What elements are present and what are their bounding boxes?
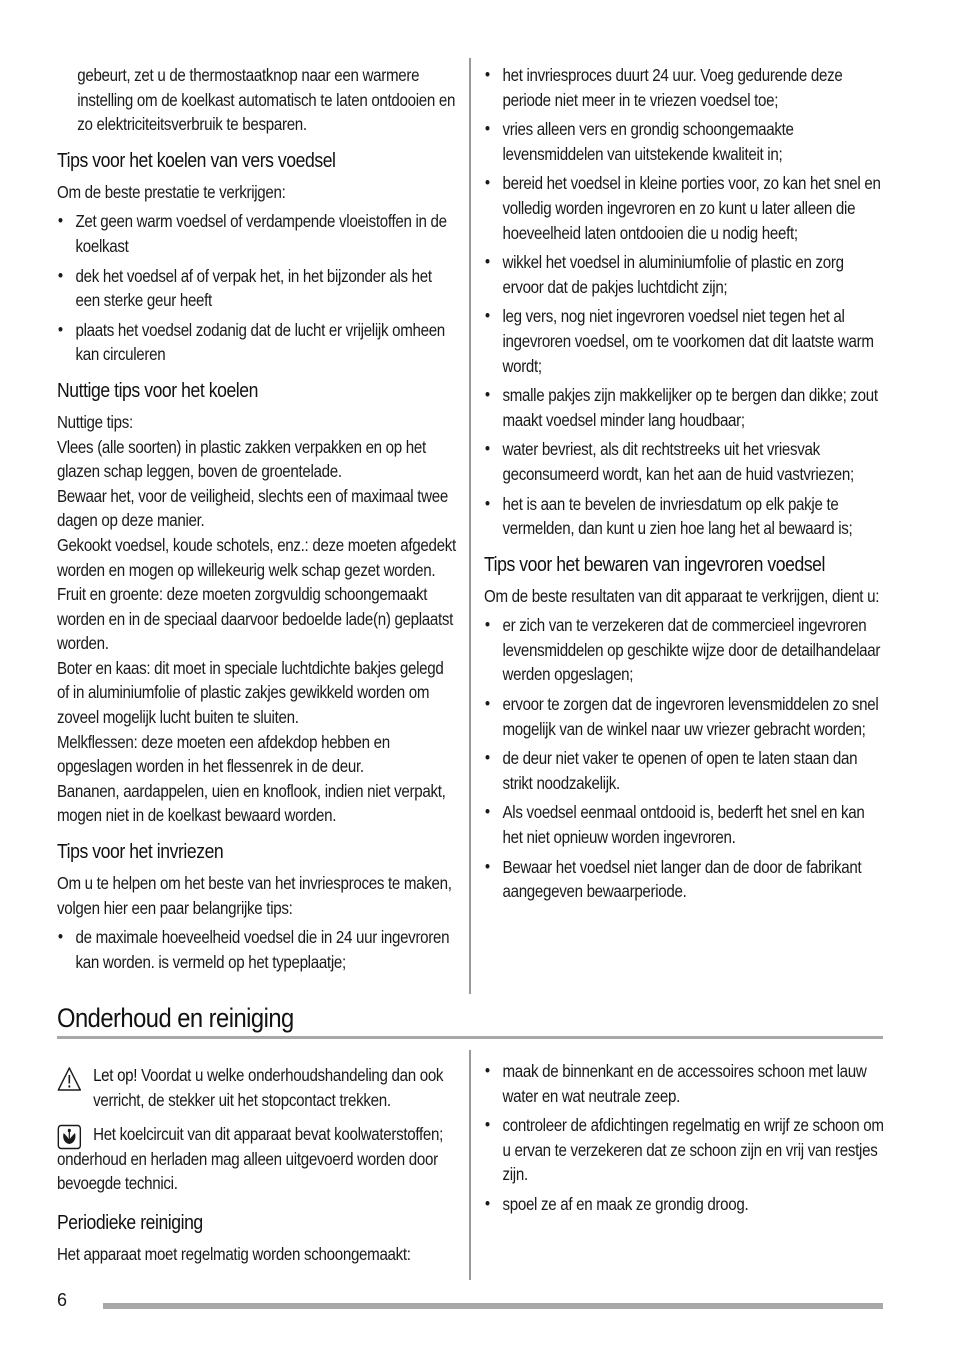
list-item: • vries alleen vers en grondig schoongemaakte levensmiddelen van uitstekende kwaliteit in; bbox=[484, 117, 884, 166]
cooling-tip-paragraph: Fruit en groente: deze moeten zorgvuldig schoongemaakt worden en in de speciaal daarvoor bedoelde lade(n) geplaatst worden. bbox=[57, 584, 454, 654]
list-item: • wikkel het voedsel in aluminiumfolie of plastic en zorg ervoor dat de pakjes luchtdicht zijn; bbox=[484, 250, 884, 299]
cooling-tip-paragraph: Vlees (alle soorten) in plastic zakken verpakken en op het glazen schap leggen, boven de groentelade. bbox=[57, 436, 426, 482]
list-item: • water bevriest, als dit rechtstreeks uit het vriesvak geconsumeerd wordt, kan het aan de huid vastvriezen; bbox=[484, 437, 884, 486]
section-rule bbox=[57, 1036, 883, 1039]
list-item: • Zet geen warm voedsel of verdampende vloeistoffen in de koelkast bbox=[57, 209, 457, 258]
heading-frozen-storage: Tips voor het bewaren van ingevroren voedsel bbox=[484, 553, 825, 576]
list-item: • de maximale hoeveelheid voedsel die in 24 uur ingevroren kan worden. is vermeld op het typeplaatje; bbox=[57, 925, 457, 974]
list-item: • het invriesproces duurt 24 uur. Voeg gedurende deze periode niet meer in te vriezen voedsel toe; bbox=[484, 63, 884, 112]
cooling-tip-paragraph: Nuttige tips: bbox=[57, 411, 133, 432]
freezing-list-right bbox=[484, 63, 884, 541]
left-column-top bbox=[57, 63, 457, 979]
list-item: • er zich van te verzekeren dat de commercieel ingevroren levensmiddelen op geschikte wijze door de detailhandelaar werden opgeslagen; bbox=[484, 613, 884, 687]
freezing-intro: Om u te helpen om het beste van het invriesproces te maken, volgen hier een paar belangrijke tips: bbox=[57, 873, 452, 918]
column-divider-top bbox=[469, 58, 471, 994]
list-item: • leg vers, nog niet ingevroren voedsel niet tegen het al ingevroren voedsel, om te voorkomen dat dit laatste warm wordt; bbox=[484, 304, 884, 378]
list-item: • het is aan te bevelen de invriesdatum op elk pakje te vermelden, dan kunt u zien hoe lang het al bewaard is; bbox=[484, 492, 884, 541]
environment-notice bbox=[57, 1122, 457, 1196]
fresh-food-list bbox=[57, 209, 457, 367]
list-item: • controleer de afdichtingen regelmatig en wrijf ze schoon om u ervan te verzekeren dat ze schoon zijn en vrij van restjes zijn. bbox=[484, 1113, 884, 1187]
list-item: • Bewaar het voedsel niet langer dan de door de fabrikant aangegeven bewaarperiode. bbox=[484, 855, 884, 904]
list-item: • smalle pakjes zijn makkelijker op te bergen dan dikke; zout maakt voedsel minder lang houdbaar; bbox=[484, 383, 884, 432]
heading-cooling-tips: Nuttige tips voor het koelen bbox=[57, 379, 258, 402]
fresh-food-intro: Om de beste prestatie te verkrijgen: bbox=[57, 181, 286, 202]
heading-periodic-cleaning: Periodieke reiniging bbox=[57, 1211, 203, 1234]
cooling-tip-paragraph: Boter en kaas: dit moet in speciale luchtdichte bakjes gelegd of in aluminiumfolie of plastic zakjes gewikkeld worden om zoveel mogelijk lucht buiten te sluiten. bbox=[57, 657, 444, 728]
list-item: • ervoor te zorgen dat de ingevroren levensmiddelen zo snel mogelijk van de winkel naar uw vriezer gebracht worden; bbox=[484, 692, 884, 741]
right-column-top bbox=[484, 63, 884, 909]
frozen-storage-intro: Om de beste resultaten van dit apparaat te verkrijgen, dient u: bbox=[484, 585, 880, 606]
column-divider-bottom bbox=[469, 1050, 471, 1280]
list-item: • dek het voedsel af of verpak het, in het bijzonder als het een sterke geur heeft bbox=[57, 264, 457, 313]
list-item: • plaats het voedsel zodanig dat de lucht er vrijelijk omheen kan circuleren bbox=[57, 318, 457, 367]
cleaning-list bbox=[484, 1059, 884, 1217]
intro-paragraph: gebeurt, zet u de thermostaatknop naar een warmere instelling om de koelkast automatisch te laten ontdooien en zo elektriciteitsverbruik te besparen. bbox=[77, 65, 456, 135]
footer-rule bbox=[103, 1303, 883, 1309]
list-item: • Als voedsel eenmaal ontdooid is, bederft het snel en kan het niet opnieuw worden ingevroren. bbox=[484, 800, 884, 849]
warning-triangle-icon bbox=[57, 1066, 82, 1092]
heading-fresh-food: Tips voor het koelen van vers voedsel bbox=[57, 149, 336, 172]
heading-freezing-tips: Tips voor het invriezen bbox=[57, 841, 224, 864]
list-item: • de deur niet vaker te openen of open te laten staan dan strikt noodzakelijk. bbox=[484, 746, 884, 795]
section-title: Onderhoud en reiniging bbox=[57, 1003, 294, 1033]
cooling-tip-paragraph: Bewaar het, voor de veiligheid, slechts een of maximaal twee dagen op deze manier. bbox=[57, 485, 448, 531]
list-item: • maak de binnenkant en de accessoires schoon met lauw water en wat neutrale zeep. bbox=[484, 1059, 884, 1108]
periodic-cleaning-intro: Het apparaat moet regelmatig worden schoongemaakt: bbox=[57, 1243, 411, 1264]
right-column-bottom bbox=[484, 1059, 884, 1222]
environment-text: Het koelcircuit van dit apparaat bevat koolwaterstoffen; onderhoud en herladen mag alleen uitgevoerd worden door bevoegde technici. bbox=[57, 1124, 443, 1194]
frozen-storage-list bbox=[484, 613, 884, 904]
left-column-bottom bbox=[57, 1063, 457, 1267]
environment-icon bbox=[57, 1124, 82, 1150]
page-number: 6 bbox=[57, 1290, 68, 1310]
list-item: • bereid het voedsel in kleine porties voor, zo kan het snel en volledig worden ingevroren en zo kunt u later alleen die hoeveelheid laten ontdooien die u nodig heeft; bbox=[484, 171, 884, 245]
warning-label: Let op! bbox=[93, 1065, 138, 1085]
cooling-tip-paragraph: Bananen, aardappelen, uien en knoflook, indien niet verpakt, mogen niet in de koelkast bewaard worden. bbox=[57, 780, 446, 826]
cooling-tip-paragraph: Melkflessen: deze moeten een afdekdop hebben en opgeslagen worden in het flessenrek in de deur. bbox=[57, 731, 390, 777]
cooling-tip-paragraph: Gekookt voedsel, koude schotels, enz.: deze moeten afgedekt worden en mogen op willekeurig welk schap gezet worden. bbox=[57, 534, 456, 580]
warning-text: Voordat u welke onderhoudshandeling dan ook verricht, de stekker uit het stopcontact trekken. bbox=[93, 1065, 444, 1110]
freezing-list-left bbox=[57, 925, 457, 974]
list-item: • spoel ze af en maak ze grondig droog. bbox=[484, 1192, 884, 1217]
warning-notice bbox=[57, 1063, 457, 1112]
